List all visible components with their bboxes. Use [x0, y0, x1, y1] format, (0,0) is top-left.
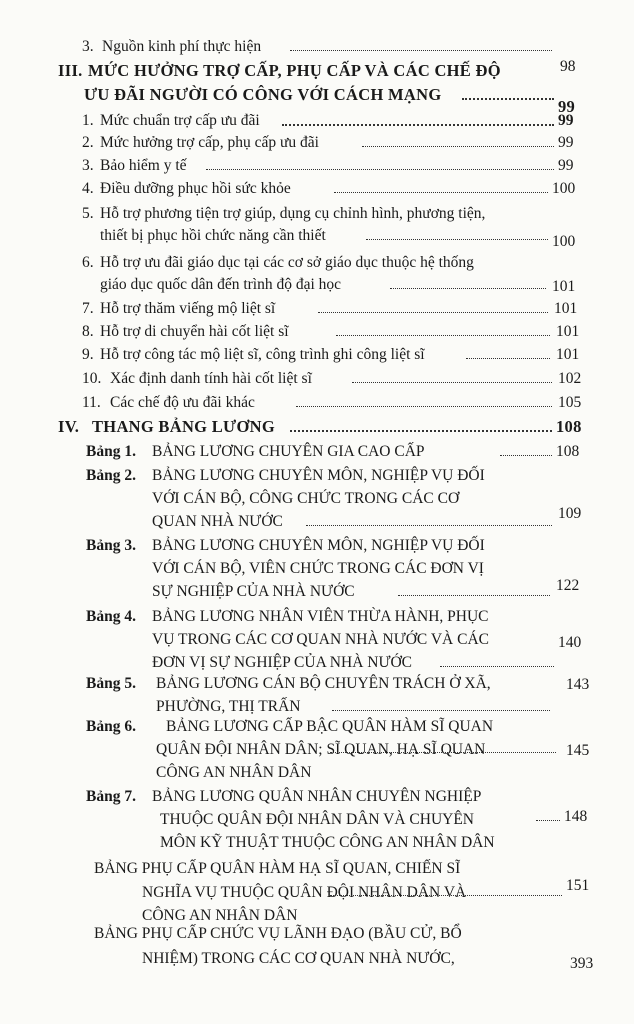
allowance-title-line3: CÔNG AN NHÂN DÂN: [142, 907, 298, 924]
dot-leader: [362, 146, 554, 147]
entry-title: Bảo hiểm y tế: [100, 157, 187, 174]
dot-leader: [332, 710, 550, 711]
entry-page: 101: [556, 323, 580, 340]
entry-number: 6.: [82, 254, 94, 271]
entry-page: 100: [552, 233, 576, 250]
entry-number: 11.: [82, 394, 101, 411]
entry-number: 4.: [82, 180, 94, 197]
entry-title-line2: giáo dục quốc dân đến trình độ đại học: [100, 276, 342, 293]
dot-leader: [330, 752, 556, 753]
table-page: 140: [558, 634, 582, 651]
entry-page: 105: [558, 394, 582, 411]
table-page: 122: [556, 577, 580, 594]
table-title-line1: BẢNG LƯƠNG QUÂN NHÂN CHUYÊN NGHIỆP: [152, 788, 482, 805]
entry-number: 5.: [82, 205, 94, 222]
dot-leader: [290, 430, 552, 432]
dot-leader: [352, 382, 552, 383]
entry-title-line1: Hỗ trợ ưu đãi giáo dục tại các cơ sở giáo dục thuộc hệ thống: [100, 254, 474, 271]
entry-title: Xác định danh tính hài cốt liệt sĩ: [110, 370, 312, 387]
table-title-line3: QUAN NHÀ NƯỚC: [152, 513, 283, 530]
entry-title: Hỗ trợ thăm viếng mộ liệt sĩ: [100, 300, 276, 317]
entry-title: Mức hưởng trợ cấp, phụ cấp ưu đãi: [100, 134, 319, 151]
table-title-line2: QUÂN ĐỘI NHÂN DÂN; SĨ QUAN, HẠ SĨ QUAN: [156, 741, 486, 758]
entry-title-line2: thiết bị phục hồi chức năng cần thiết: [100, 227, 326, 244]
dot-leader: [536, 820, 560, 821]
dot-leader: [306, 525, 552, 526]
entry-page: 99: [558, 112, 574, 129]
table-title-line2: VỚI CÁN BỘ, CÔNG CHỨC TRONG CÁC CƠ: [152, 490, 460, 507]
entry-page: 99: [558, 134, 574, 151]
table-title-line2: THUỘC QUÂN ĐỘI NHÂN DÂN VÀ CHUYÊN: [160, 811, 475, 828]
dot-leader: [290, 50, 552, 51]
entry-page: 101: [556, 346, 580, 363]
table-page: 108: [556, 443, 580, 460]
table-label: Bảng 1.: [86, 443, 136, 460]
entry-page: 98: [560, 58, 576, 75]
dot-leader: [330, 895, 562, 896]
dot-leader: [390, 288, 546, 289]
entry-page: 100: [552, 180, 576, 197]
allowance-page: 151: [566, 877, 590, 894]
table-page: 148: [564, 808, 588, 825]
table-title-line1: BẢNG LƯƠNG NHÂN VIÊN THỪA HÀNH, PHỤC: [152, 608, 489, 625]
entry-title: Hỗ trợ di chuyển hài cốt liệt sĩ: [100, 323, 289, 340]
entry-number: 10.: [82, 370, 102, 387]
table-label: Bảng 6.: [86, 718, 136, 735]
dot-leader: [334, 192, 548, 193]
dot-leader: [282, 124, 554, 126]
section-title-line2: ƯU ĐÃI NGƯỜI CÓ CÔNG VỚI CÁCH MẠNG: [84, 85, 442, 104]
entry-page: 102: [558, 370, 582, 387]
section-number: IV.: [58, 417, 80, 436]
entry-title-line1: Hỗ trợ phương tiện trợ giúp, dụng cụ chỉnh hình, phương tiện,: [100, 205, 486, 222]
entry-title: Điều dưỡng phục hồi sức khỏe: [100, 180, 291, 197]
entry-page: 101: [554, 300, 578, 317]
dot-leader: [462, 98, 554, 100]
table-title-line3: MÔN KỸ THUẬT THUỘC CÔNG AN NHÂN DÂN: [160, 834, 495, 851]
table-label: Bảng 3.: [86, 537, 136, 554]
dot-leader: [296, 406, 552, 407]
dot-leader: [466, 358, 550, 359]
page-number: 393: [570, 955, 594, 972]
section-number: III.: [58, 61, 83, 80]
table-title-line2: VỚI CÁN BỘ, VIÊN CHỨC TRONG CÁC ĐƠN VỊ: [152, 560, 484, 577]
table-title: BẢNG LƯƠNG CHUYÊN GIA CAO CẤP: [152, 443, 425, 460]
table-page: 109: [558, 505, 582, 522]
dot-leader: [440, 666, 554, 667]
table-title-line2: PHƯỜNG, THỊ TRẤN: [156, 698, 301, 715]
table-title-line3: ĐƠN VỊ SỰ NGHIỆP CỦA NHÀ NƯỚC: [152, 654, 413, 671]
entry-number: 3.: [82, 157, 94, 174]
entry-page: 101: [552, 278, 576, 295]
entry-number: 8.: [82, 323, 94, 340]
dot-leader: [500, 455, 552, 456]
entry-number: 2.: [82, 134, 94, 151]
table-label: Bảng 4.: [86, 608, 136, 625]
table-label: Bảng 5.: [86, 675, 136, 692]
table-title-line1: BẢNG LƯƠNG CÁN BỘ CHUYÊN TRÁCH Ở XÃ,: [156, 675, 491, 692]
entry-number: 9.: [82, 346, 94, 363]
allowance-title-line2: NGHĨA VỤ THUỘC QUÂN ĐỘI NHÂN DÂN VÀ: [142, 884, 467, 901]
table-title-line3: CÔNG AN NHÂN DÂN: [156, 764, 312, 781]
section-page: 99: [558, 97, 576, 116]
entry-number: 7.: [82, 300, 94, 317]
allowance-title-line1: BẢNG PHỤ CẤP QUÂN HÀM HẠ SĨ QUAN, CHIẾN SĨ: [94, 860, 461, 877]
entry-title: Nguồn kinh phí thực hiện: [102, 38, 262, 55]
entry-title: Mức chuẩn trợ cấp ưu đãi: [100, 112, 260, 129]
dot-leader: [318, 312, 548, 313]
dot-leader: [206, 169, 554, 170]
entry-number: 1.: [82, 112, 94, 129]
entry-title: Hỗ trợ công tác mộ liệt sĩ, công trình ghi công liệt sĩ: [100, 346, 425, 363]
table-page: 145: [566, 742, 590, 759]
table-title-line2: VỤ TRONG CÁC CƠ QUAN NHÀ NƯỚC VÀ CÁC: [152, 631, 489, 648]
allowance-title-line2: NHIỆM) TRONG CÁC CƠ QUAN NHÀ NƯỚC,: [142, 950, 455, 967]
table-title-line1: BẢNG LƯƠNG CHUYÊN MÔN, NGHIỆP VỤ ĐỐI: [152, 467, 485, 484]
section-title-line1: MỨC HƯỞNG TRỢ CẤP, PHỤ CẤP VÀ CÁC CHẾ ĐỘ: [88, 61, 501, 80]
table-title-line3: SỰ NGHIỆP CỦA NHÀ NƯỚC: [152, 583, 355, 600]
dot-leader: [366, 239, 548, 240]
section-page: 108: [556, 417, 582, 436]
table-title-line1: BẢNG LƯƠNG CẤP BẬC QUÂN HÀM SĨ QUAN: [166, 718, 494, 735]
table-label: Bảng 7.: [86, 788, 136, 805]
allowance-title-line1: BẢNG PHỤ CẤP CHỨC VỤ LÃNH ĐẠO (BẦU CỬ, BỔ: [94, 925, 462, 942]
entry-number: 3.: [82, 38, 94, 55]
dot-leader: [398, 595, 550, 596]
entry-page: 99: [558, 157, 574, 174]
dot-leader: [336, 335, 550, 336]
table-page: 143: [566, 676, 590, 693]
entry-title: Các chế độ ưu đãi khác: [110, 394, 255, 411]
table-label: Bảng 2.: [86, 467, 136, 484]
section-title: THANG BẢNG LƯƠNG: [92, 417, 275, 436]
table-title-line1: BẢNG LƯƠNG CHUYÊN MÔN, NGHIỆP VỤ ĐỐI: [152, 537, 485, 554]
